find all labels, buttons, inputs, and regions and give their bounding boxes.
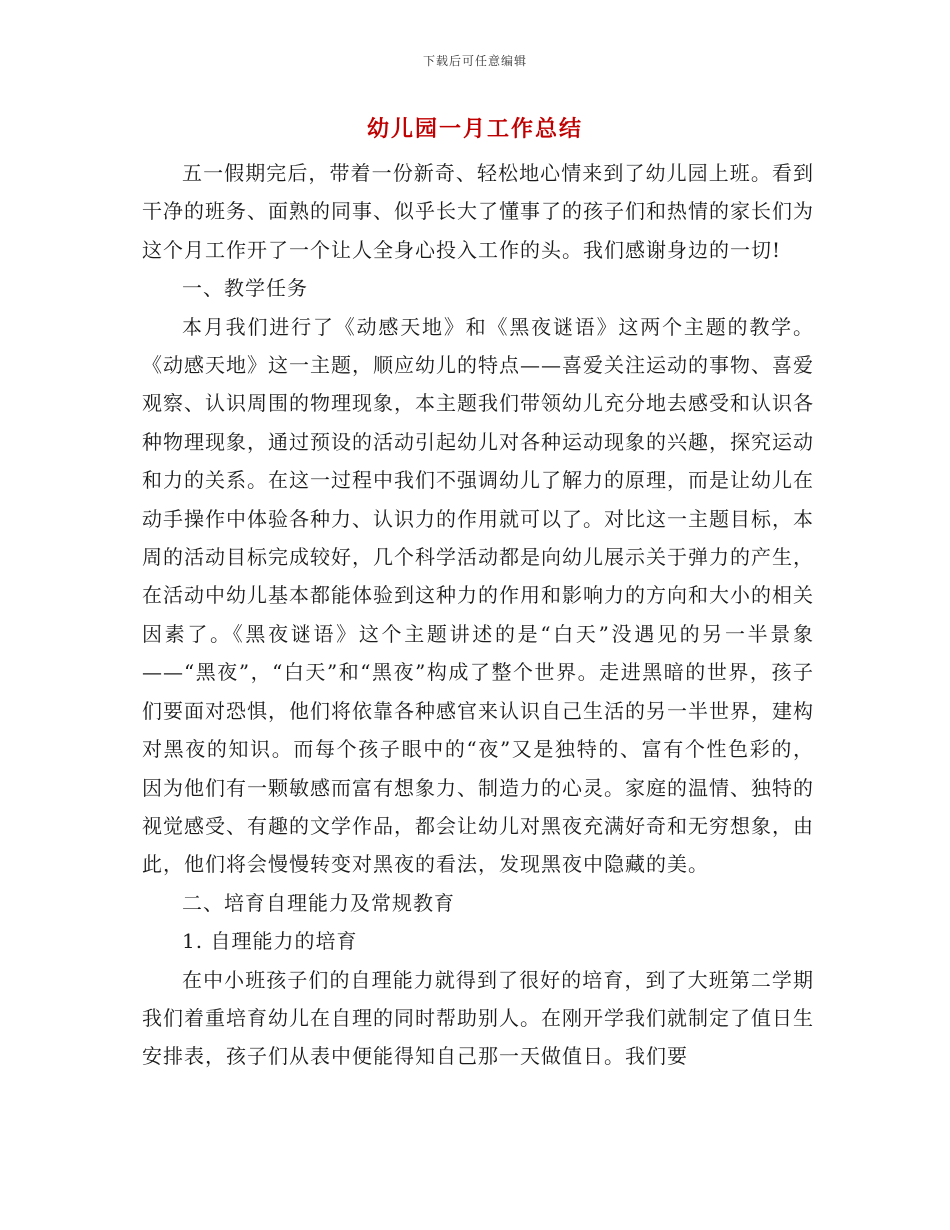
section-heading-teaching: 一、教学任务 xyxy=(182,276,308,301)
document-title: 幼儿园一月工作总结 xyxy=(366,116,583,142)
paragraph-teaching: 本月我们进行了《动感天地》和《黑夜谜语》这两个主题的教学。《动感天地》这一主题，顺应幼儿的特点——喜爱关注运动的事物、喜爱观察、认识周围的物理现象，本主题我们带领幼儿充分地去感受和认识各种物理现象，通过预设的活动引起幼儿对各种运动现象的兴趣，探究运动和力的关系。在这一过程中我们不强调幼儿了解力的原理，而是让幼儿在动手操作中体验各种力、认识力的作用就可以了。对比这一主题目标，本周的活动目标完成较好，几个科学活动都是向幼儿展示关于弹力的产生，在活动中幼儿基本都能体验到这种力的作用和影响力的方向和大小的相关因素了。《黑夜谜语》这个主题讲述的是“白天”没遇见的另一半景象——“黑夜”，“白天”和“黑夜”构成了整个世界。走进黑暗的世界，孩子们要面对恐惧，他们将依靠各种感官来认识自己生活的另一半世界，建构对黑夜的知识。而每个孩子眼中的“夜”又是独特的、富有个性色彩的，因为他们有一颗敏感而富有想象力、制造力的心灵。家庭的温情、独特的视觉感受、有趣的文学作品，都会让幼儿对黑夜充满好奇和无穷想象，由此，他们将会慢慢转变对黑夜的看法，发现黑夜中隐藏的美。 xyxy=(142,314,814,877)
paragraph-intro: 五一假期完后，带着一份新奇、轻松地心情来到了幼儿园上班。看到干净的班务、面熟的同事、似乎长大了懂事了的孩子们和热情的家长们为这个月工作开了一个让人全身心投入工作的头。我们感谢身边的一切! xyxy=(142,161,814,262)
paragraph-selfcare: 在中小班孩子们的自理能力就得到了很好的培育，到了大班第二学期我们着重培育幼儿在自理的同时帮助别人。在刚开学我们就制定了值日生安排表，孩子们从表中便能得知自己那一天做值日。我们要 xyxy=(142,967,814,1069)
document-body xyxy=(142,154,814,1076)
subsection-heading-selfcare: 1. 自理能力的培育 xyxy=(182,929,358,954)
header-note: 下载后可任意编辑 xyxy=(422,54,527,68)
section-heading-selfcare: 二、培育自理能力及常规教育 xyxy=(182,890,455,915)
